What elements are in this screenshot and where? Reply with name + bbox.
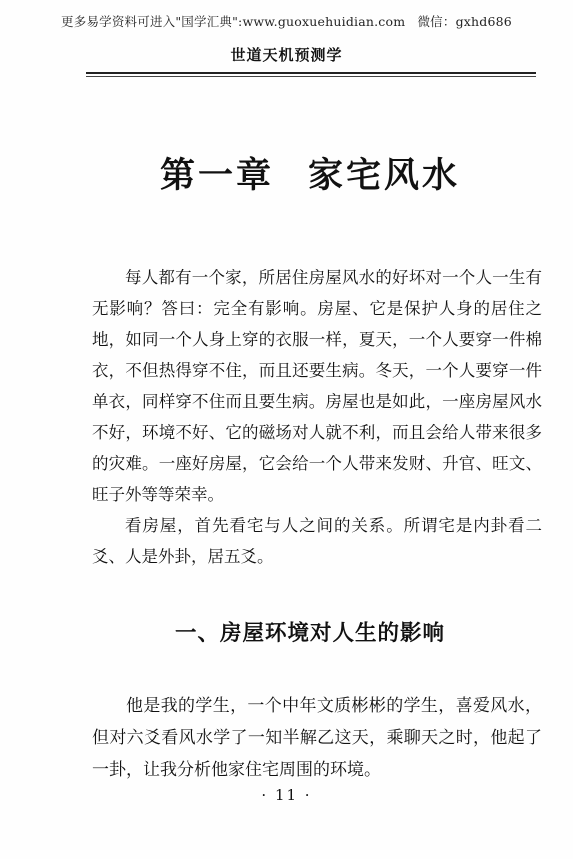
page-number: · 11 · <box>261 786 312 804</box>
header-rule-thin <box>86 76 536 77</box>
paragraph: 他是我的学生，一个中年文质彬彬的学生，喜爱风水，但对六爻看风水学了一知半解乙这天，乘聊天之时，他起了一卦，让我分析他家住宅周围的环境。 <box>92 696 542 780</box>
wechat-note: 微信：gxhd686 <box>417 14 512 29</box>
section-paragraphs <box>92 690 542 786</box>
header-rule <box>86 72 536 74</box>
chapter-number: 第一章 <box>159 155 274 196</box>
source-note-text: 更多易学资料可进入"国学汇典":www.guoxuehuidian.com <box>61 14 406 29</box>
intro-paragraphs <box>92 262 542 572</box>
running-head: 世道天机预测学 <box>230 46 343 64</box>
source-note <box>0 12 573 30</box>
paragraph: 看房屋，首先看宅与人之间的关系。所谓宅是内卦看二爻、人是外卦，居五爻。 <box>92 516 542 566</box>
section-heading: 一、房屋环境对人生的影响 <box>174 621 445 646</box>
chapter-title <box>0 148 573 198</box>
paragraph: 每人都有一个家，所居住房屋风水的好坏对一个人一生有无影响？答曰：完全有影响。房屋、它是保护人身的居住之地，如同一个人身上穿的衣服一样，夏天，一个人要穿一件棉衣，不但热得穿不住，而且还要生病。冬天，一个人要穿一件单衣，同样穿不住而且要生病。房屋也是如此，一座房屋风水不好，环境不好、它的磁场对人就不利，而且会给人带来很多的灾难。一座好房屋，它会给一个人带来发财、升官、旺文、旺子外等等荣幸。 <box>92 268 542 504</box>
chapter-name: 家宅风水 <box>308 155 461 196</box>
